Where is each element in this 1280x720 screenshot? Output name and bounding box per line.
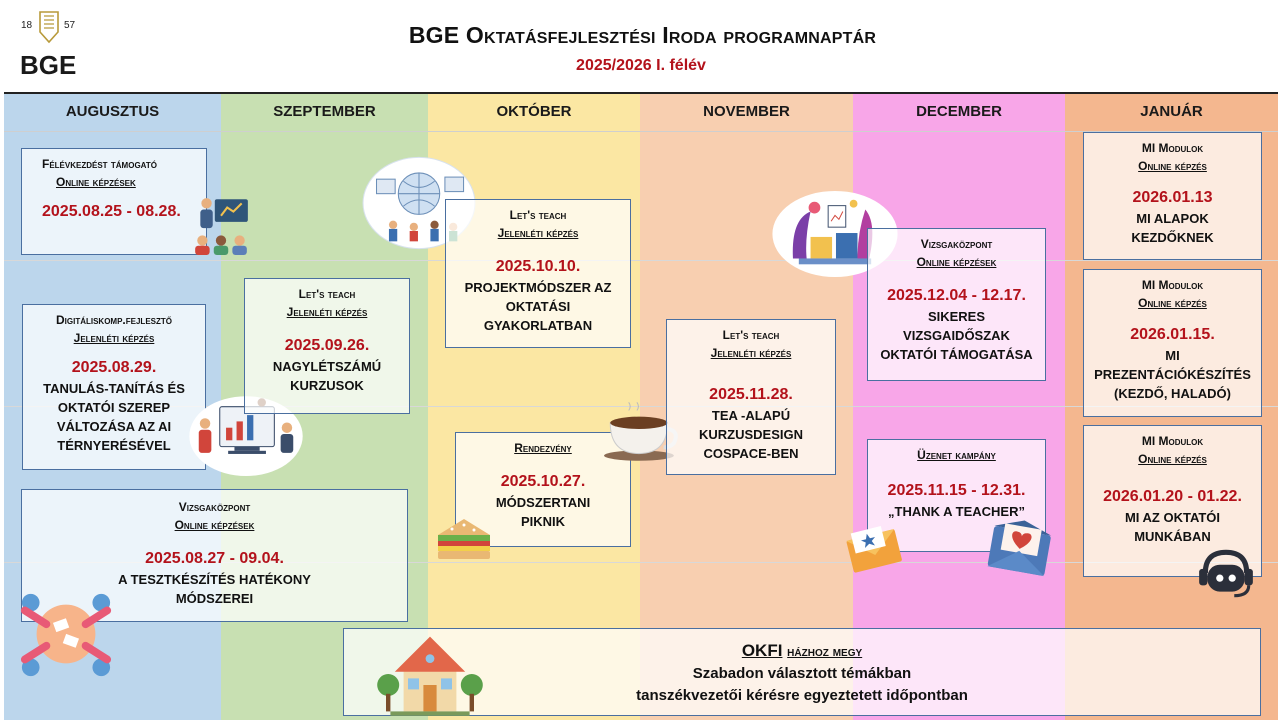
event-date: 2025.11.15 - 12.31. [887, 482, 1026, 499]
month-header-oct: OKTÓBER [428, 92, 640, 132]
event-topic: PIKNIK [520, 514, 566, 529]
event-topic: (KEZDŐ, HALADÓ) [1114, 386, 1231, 401]
month-header-jan: JANUÁR [1065, 92, 1278, 132]
event-card-jan-ai-basics[interactable] [1083, 132, 1262, 260]
event-topic: GYAKORLATBAN [483, 318, 593, 333]
event-type: Jelenléti képzés [710, 346, 792, 360]
event-date: 2026.01.13 [1132, 189, 1213, 206]
event-topic: VIZSGAIDŐSZAK [903, 328, 1010, 343]
event-topic: KURZUSOK [290, 378, 364, 393]
event-card-jan-ai-presentation[interactable] [1083, 269, 1262, 417]
logo-text: BGE [20, 50, 77, 80]
event-topic: A TESZTKÉSZÍTÉS HATÉKONY [118, 572, 311, 587]
page-subtitle: 2025/2026 I. félév [576, 57, 706, 74]
okfi-title-rest: házhoz megy [787, 643, 863, 659]
page-title: BGE Oktatásfejlesztési Iroda programnaptár [408, 22, 877, 48]
event-card-oct-project-method[interactable] [445, 199, 631, 348]
event-date: 2025.08.25 - 08.28. [42, 203, 181, 220]
okfi-line1: Szabadon választott témákban [692, 665, 912, 682]
event-topic: OKTATÓI SZEREP [57, 400, 171, 415]
event-card-dec-exam-support[interactable] [867, 228, 1046, 381]
logo-year-right: 57 [64, 20, 76, 31]
event-date: 2025.08.27 - 09.04. [145, 550, 284, 567]
event-category: MI Modulok [1141, 434, 1204, 448]
house-icon [374, 630, 486, 718]
event-topic: COSPACE-BEN [703, 446, 799, 461]
event-category: MI Modulok [1141, 278, 1204, 292]
event-topic: TÉRNYERÉSÉVEL [57, 438, 171, 453]
envelope-star-icon [843, 524, 905, 576]
event-type: Online képzések [174, 518, 255, 532]
event-card-aug-digital[interactable] [22, 304, 206, 470]
event-type: Online képzések [916, 255, 997, 269]
event-topic: PROJEKTMÓDSZER AZ [464, 280, 612, 295]
event-category: Vizsgaközpont [920, 237, 993, 251]
event-category: MI Modulok [1141, 141, 1204, 155]
event-date: 2025.12.04 - 12.17. [887, 287, 1026, 304]
envelope-heart-icon [985, 516, 1057, 578]
meeting-table-icon [17, 585, 115, 683]
event-topic: MI AZ OKTATÓI [1124, 510, 1221, 525]
event-type: Jelenléti képzés [286, 305, 368, 319]
month-header-nov: NOVEMBER [640, 92, 853, 132]
event-topic: PREZENTÁCIÓKÉSZÍTÉS [1094, 367, 1251, 382]
month-header-sep: SZEPTEMBER [221, 92, 428, 132]
event-category: Félévkezdést támogató [42, 157, 157, 171]
grid-row-line [4, 260, 1278, 261]
event-topic: MUNKÁBAN [1134, 529, 1211, 544]
event-type: Online képzés [1138, 452, 1207, 466]
event-topic: MI [1165, 348, 1180, 363]
event-type: Online képzés [1138, 159, 1207, 173]
event-topic: TANULÁS-TANÍTÁS ÉS [43, 381, 185, 396]
event-topic: OKTATÁSI [505, 299, 571, 314]
event-date: 2025.09.26. [284, 337, 370, 354]
event-topic: KURZUSDESIGN [698, 427, 803, 442]
event-category: Vizsgaközpont [178, 500, 251, 514]
event-topic: NAGYLÉTSZÁMÚ [272, 359, 382, 374]
event-type: Jelenléti képzés [73, 331, 155, 345]
event-type: Jelenléti képzés [497, 226, 579, 240]
event-type: Üzenet kampány [917, 448, 996, 462]
event-date: 2026.01.20 - 01.22. [1103, 488, 1242, 505]
month-header-aug: AUGUSZTUS [4, 92, 221, 132]
event-date: 2025.11.28. [709, 386, 793, 403]
logo-year-left: 18 [21, 20, 33, 31]
event-topic: SIKERES [927, 309, 986, 324]
event-topic: MÓDSZEREI [175, 591, 254, 606]
sandwich-icon [434, 514, 494, 566]
event-date: 2025.08.29. [71, 359, 157, 376]
presenter-icon [190, 193, 252, 255]
event-topic: MI ALAPOK [1136, 211, 1209, 226]
event-category: Let's teach [509, 208, 567, 222]
month-header-dec: DECEMBER [853, 92, 1065, 132]
event-topic: MÓDSZERTANI [495, 495, 591, 510]
event-category: Rendezvény [514, 441, 572, 455]
event-date: 2025.10.27. [500, 473, 586, 490]
okfi-line2: tanszékvezetői kérésre egyeztetett időpontban [636, 687, 968, 704]
event-topic: TEA -ALAPÚ [711, 408, 791, 423]
event-date: 2026.01.15. [1130, 326, 1215, 343]
event-type: Online képzés [1138, 296, 1207, 310]
okfi-title: OKFI [741, 641, 783, 660]
event-category: Digitáliskomp.fejlesztő [55, 313, 172, 327]
event-category: Let's teach [722, 328, 780, 342]
event-card-sep-large-courses[interactable] [244, 278, 410, 414]
event-date: 2025.10.10. [495, 258, 581, 275]
event-topic: KEZDŐKNEK [1131, 230, 1214, 245]
robot-headset-icon [1195, 548, 1257, 600]
event-card-nov-tea-course[interactable] [666, 319, 836, 475]
event-topic: „THANK A TEACHER” [888, 504, 1025, 519]
event-topic: VÁLTOZÁSA AZ AI [56, 419, 172, 434]
event-card-aug-kickoff[interactable] [21, 148, 207, 255]
grid-top-border [4, 92, 1278, 94]
event-topic: OKTATÓI TÁMOGATÁSA [880, 347, 1033, 362]
event-type: Online képzések [56, 175, 136, 189]
event-category: Let's teach [298, 287, 356, 301]
